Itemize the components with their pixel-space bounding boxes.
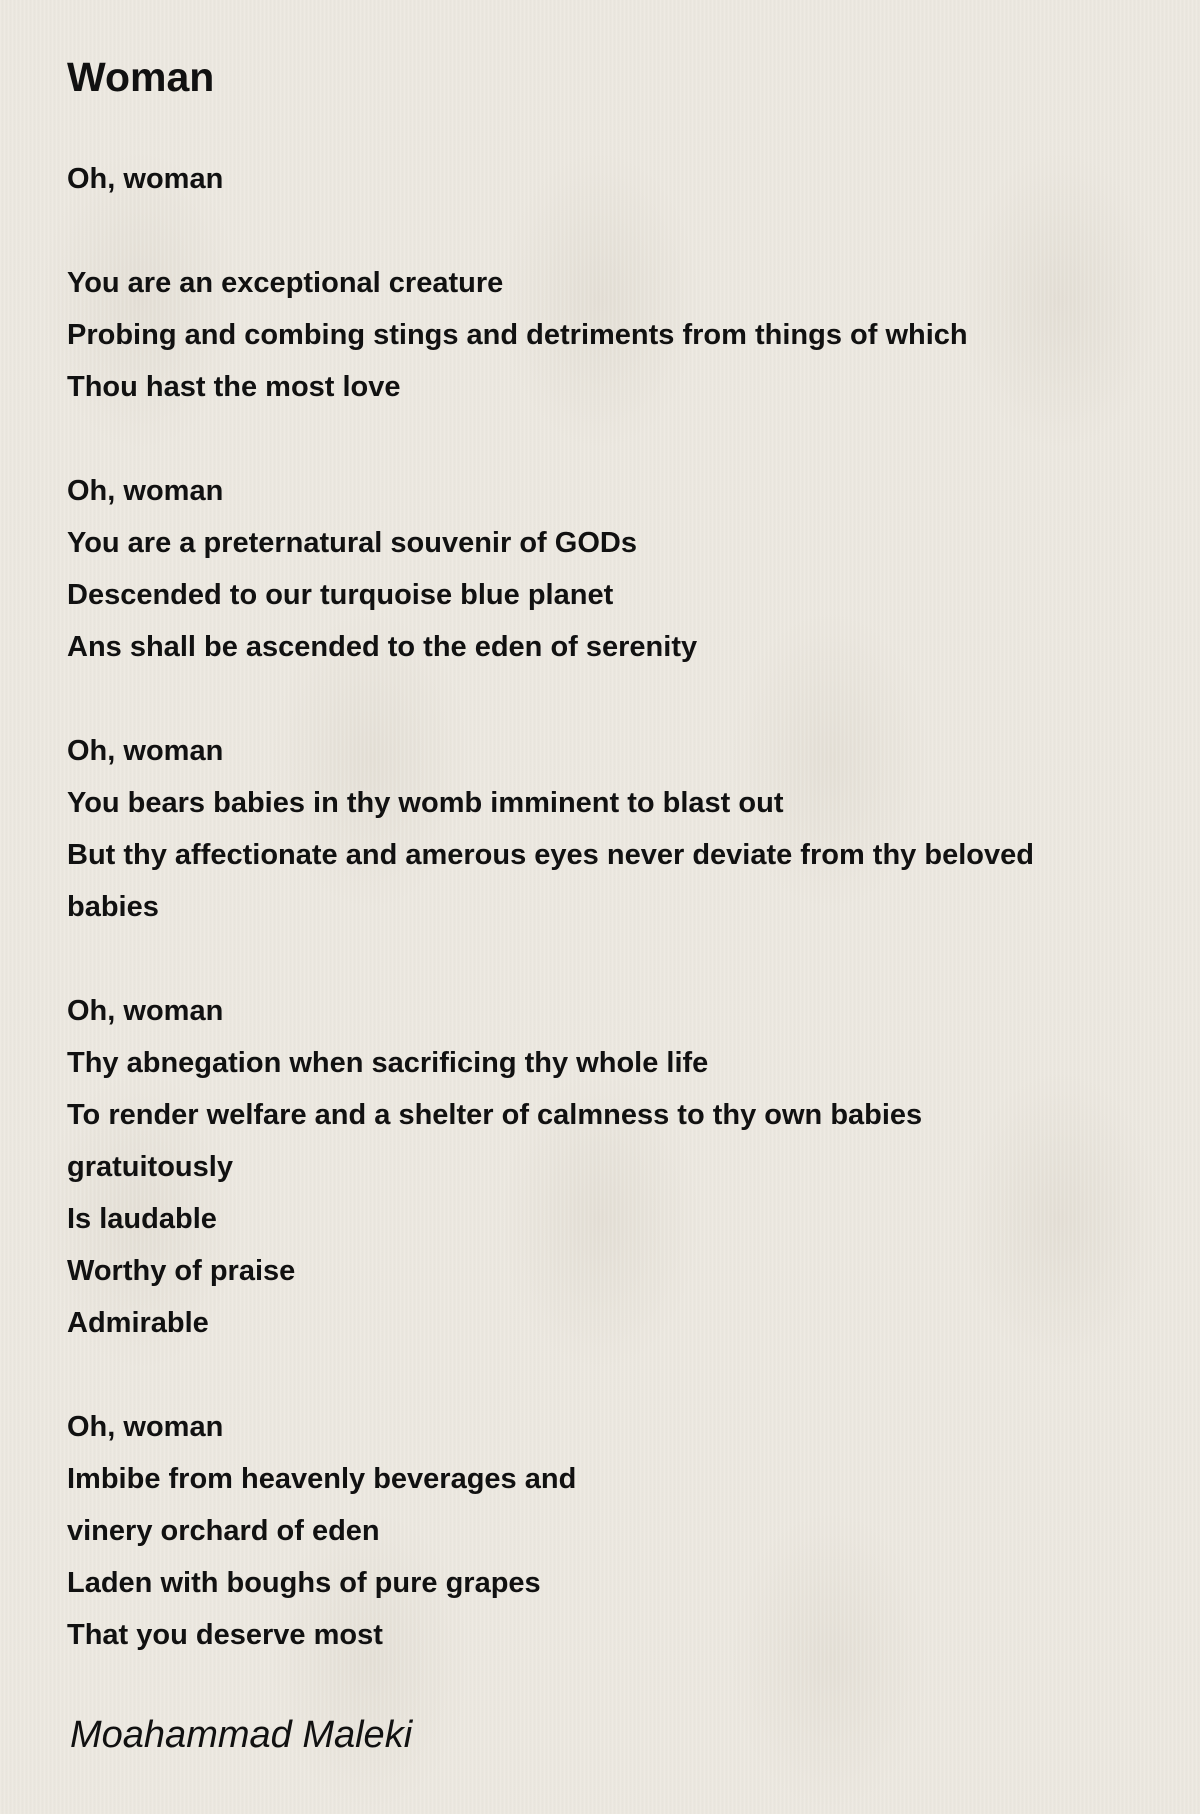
poem-line: Imbibe from heavenly beverages and <box>67 1463 577 1495</box>
poem-line: gratuitously <box>67 1151 233 1183</box>
poem-title: Woman <box>67 54 215 100</box>
poem-line: That you deserve most <box>67 1619 383 1651</box>
poem-line: vinery orchard of eden <box>67 1515 380 1547</box>
poem-line: Thy abnegation when sacrificing thy whole life <box>67 1047 709 1079</box>
poem-line: Oh, woman <box>67 1411 224 1443</box>
stanza <box>67 985 1177 1349</box>
stanza <box>67 725 1177 933</box>
poem-line: You bears babies in thy womb imminent to blast out <box>67 787 784 819</box>
poem-line: Descended to our turquoise blue planet <box>67 579 614 611</box>
poem-line: Thou hast the most love <box>67 371 401 403</box>
poem-line: You are an exceptional creature <box>67 267 504 299</box>
poem-line: You are a preternatural souvenir of GODs <box>67 527 637 559</box>
poem-body <box>67 153 1177 1661</box>
poem-line: Admirable <box>67 1307 209 1339</box>
poem-line: Laden with boughs of pure grapes <box>67 1567 541 1599</box>
poem-line: Ans shall be ascended to the eden of serenity <box>67 631 698 663</box>
poem-line: babies <box>67 891 159 923</box>
poem-line: But thy affectionate and amerous eyes never deviate from thy beloved <box>67 839 1034 871</box>
poem-line: To render welfare and a shelter of calmness to thy own babies <box>67 1099 923 1131</box>
poem-line: Oh, woman <box>67 995 224 1027</box>
poem-line: Oh, woman <box>67 475 224 507</box>
stanza <box>67 257 1177 413</box>
poem-line: Oh, woman <box>67 735 224 767</box>
poem-line: Probing and combing stings and detriments from things of which <box>67 319 968 351</box>
poem-line: Worthy of praise <box>67 1255 296 1287</box>
stanza <box>67 153 1177 205</box>
poem-line: Oh, woman <box>67 163 224 195</box>
stanza <box>67 465 1177 673</box>
stanza <box>67 1401 1177 1661</box>
poem-line: Is laudable <box>67 1203 217 1235</box>
poem-author: Moahammad Maleki <box>70 1714 413 1756</box>
poem-page <box>67 44 1177 1713</box>
